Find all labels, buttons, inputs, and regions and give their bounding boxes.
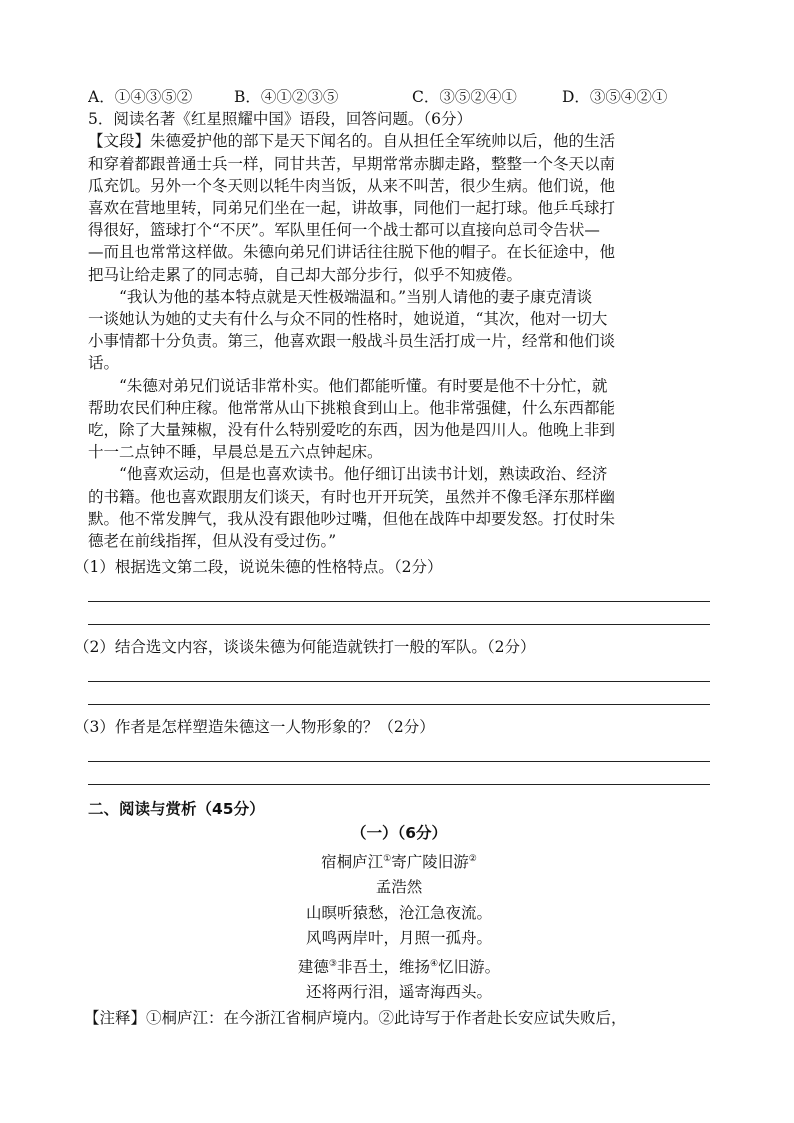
passage-line: 和穿着都跟普通士兵一样，同甘共苦，早期常常赤脚走路，整整一个冬天以南 (88, 154, 616, 173)
answer-line[interactable] (88, 579, 710, 602)
passage-line: 瓜充饥。另外一个冬天则以牦牛肉当饭，从来不叫苦，很少生病。他们说，他 (88, 176, 616, 195)
passage-paragraph-4 (88, 463, 710, 552)
part-1-heading: （一）（6分） (350, 824, 448, 843)
answer-line[interactable] (88, 762, 710, 785)
passage-line: 吃，除了大量辣椒，没有什么特别爱吃的东西，因为他是四川人。他晚上非到 (88, 421, 616, 440)
passage-line: 小事情都十分负责。第三，他喜欢跟一般战斗员生活打成一片，经常和他们谈 (88, 332, 616, 351)
answer-line[interactable] (88, 602, 710, 625)
section-2-title: 二、阅读与赏析（45分） (88, 800, 265, 819)
poem-line-part: 忆旧游。 (438, 957, 501, 976)
option-d: D．③⑤④②① (562, 88, 668, 106)
poem-title-part: 寄广陵旧游 (391, 852, 469, 871)
passage-line: 的书籍。他也喜欢跟朋友们谈天，有时也开开玩笑，虽然并不像毛泽东那样幽 (88, 487, 616, 506)
passage-line: “我认为他的基本特点就是天性极端温和。”当别人请他的妻子康克清谈 (119, 287, 593, 306)
option-c: C．③⑤②④① (412, 88, 517, 106)
option-b: B．④①②③⑤ (234, 88, 339, 106)
note-marker: ④ (430, 958, 439, 969)
answer-area-1[interactable] (88, 579, 710, 625)
passage-line: 把马让给走累了的同志骑，自己却大部分步行，似乎不知疲倦。 (88, 265, 523, 284)
passage-paragraph-1 (88, 130, 710, 285)
passage-paragraph-2 (88, 286, 710, 375)
passage-line: 十一二点钟不睡，早晨总是五六点钟起床。 (88, 443, 383, 462)
poem-line: 风鸣两岸叶，月照一孤舟。 (305, 929, 492, 948)
passage-paragraph-3 (88, 375, 710, 464)
poem-line (88, 952, 710, 981)
passage-line: 一谈她认为她的丈夫有什么与众不同的性格时，她说道，“其次，他对一切大 (88, 310, 608, 329)
poem-author: 孟浩然 (375, 878, 423, 897)
sub-question-3: （3）作者是怎样塑造朱德这一人物形象的？（2分） (74, 718, 435, 737)
poem-title (88, 847, 710, 876)
note-marker: ② (468, 853, 477, 864)
poem-annotation: 【注释】①桐庐江：在今浙江省桐庐境内。②此诗写于作者赴长安应试失败后， (84, 1008, 627, 1027)
question-5-heading: 5．阅读名著《红星照耀中国》语段，回答问题。（6分） (88, 110, 472, 129)
sub-question-1: （1）根据选文第二段，说说朱德的性格特点。（2分） (74, 558, 443, 577)
passage-line: “他喜欢运动，但是也喜欢读书。他仔细订出读书计划，熟读政治、经济 (119, 465, 608, 484)
passage-line: —而且也常常这样做。朱德向弟兄们讲话往往脱下他的帽子。在长征途中，他 (88, 243, 616, 262)
passage-line: 得很好，篮球打个“不厌”。军队里任何一个战士都可以直接向总司令告状— (88, 221, 600, 240)
passage-line: 喜欢在营地里转，同弟兄们坐在一起，讲故事，同他们一起打球。他乒乓球打 (88, 199, 616, 218)
passage-line: “朱德对弟兄们说话非常朴实。他们都能听懂。有时要是他不十分忙，就 (119, 376, 608, 395)
poem-line: 还将两行泪，遥寄海西头。 (305, 983, 492, 1002)
passage-line: 默。他不常发脾气，我从没有跟他吵过嘴，但他在战阵中却要发怒。打仗时朱 (88, 509, 616, 528)
note-marker: ① (383, 853, 392, 864)
poem-line-part: 建德 (297, 957, 329, 976)
passage-line: 【文段】朱德爱护他的部下是天下闻名的。自从担任全军统帅以后，他的生活 (88, 132, 616, 151)
sub-question-2: （2）结合选文内容，谈谈朱德为何能造就铁打一般的军队。（2分） (74, 638, 536, 657)
answer-area-2[interactable] (88, 659, 710, 705)
answer-area-3[interactable] (88, 739, 710, 785)
passage-line: 德老在前线指挥，但从没有受过伤。” (88, 532, 337, 551)
passage-line: 帮助农民们种庄稼。他常常从山下挑粮食到山上。他非常强健，什么东西都能 (88, 398, 616, 417)
note-marker: ③ (328, 958, 337, 969)
answer-line[interactable] (88, 682, 710, 705)
passage-line: 话。 (88, 354, 120, 373)
poem-line-part: 非吾土，维扬 (336, 957, 430, 976)
answer-line[interactable] (88, 659, 710, 682)
answer-line[interactable] (88, 739, 710, 762)
option-a: A．①④③⑤② (88, 88, 193, 106)
exam-page (74, 86, 710, 1030)
answer-options (88, 86, 710, 108)
poem-title-part: 宿桐庐江 (321, 852, 384, 871)
poem-line: 山暝听猿愁，沧江急夜流。 (305, 903, 492, 922)
